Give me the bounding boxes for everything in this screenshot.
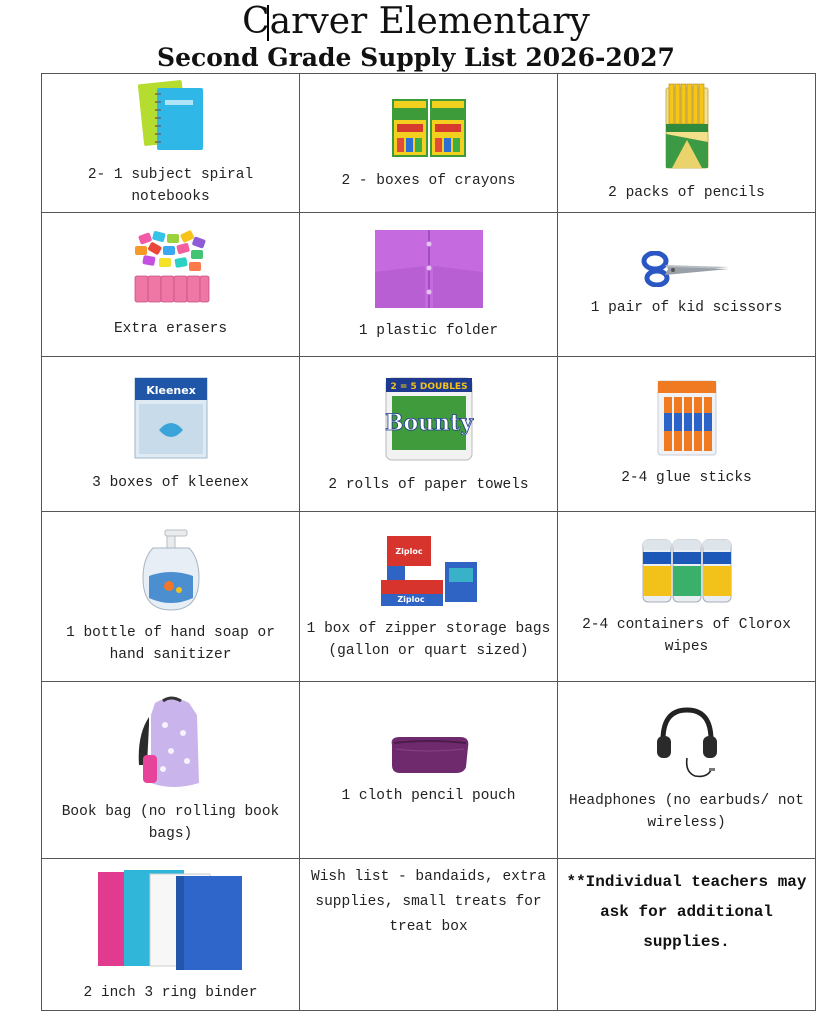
supply-label: Headphones (no earbuds/ not wireless) [569,793,804,831]
supply-table [41,73,816,1011]
supply-cell [300,357,558,512]
crayon-box-icon [389,94,469,160]
supply-label: Book bag (no rolling book bags) [61,804,280,842]
table-row [42,213,816,357]
supply-cell [42,682,300,859]
supply-label: Extra erasers [113,320,228,337]
supply-cell [42,213,300,357]
spiral-notebook-icon [131,78,211,154]
folder-icon [373,228,485,310]
headphones-icon [655,706,719,780]
supply-list-title: Second Grade Supply List 2026-2027 [157,43,675,72]
supply-label: 2 packs of pencils [608,185,765,201]
table-row [42,859,816,1011]
table-row [42,357,816,512]
supply-cell [558,213,816,357]
wish-list: Wish list - bandaids, extra supplies, small treats for treat box [311,869,546,935]
supply-label: 2 rolls of paper towels [328,477,529,493]
table-row [42,682,816,859]
supply-cell [300,213,558,357]
glue-stick-icon [656,379,718,457]
supply-cell [42,357,300,512]
svg-text:Ziploc: Ziploc [394,546,423,556]
supply-cell [558,357,816,512]
supply-label: 2-4 glue sticks [621,470,752,486]
supply-label: 3 boxes of kleenex [92,475,249,491]
svg-text:2 = 5 DOUBLES: 2 = 5 DOUBLES [389,382,468,392]
pencil-pouch-icon [386,733,472,775]
supply-cell [42,74,300,213]
binder-icon [96,866,246,972]
supply-cell [300,682,558,859]
supply-label: 1 bottle of hand soap or hand sanitizer [66,624,275,663]
supply-cell [300,74,558,213]
pencil-pack-icon [662,82,712,172]
supply-label: 1 pair of kid scissors [590,299,783,316]
zipper-bags-icon [379,532,479,608]
supply-label: 2 inch 3 ring binder [83,984,258,1001]
supply-label: 1 plastic folder [358,322,499,339]
supply-label: 2-4 containers of Clorox wipes [582,616,791,655]
supply-cell [558,74,816,213]
svg-text:Bounty: Bounty [384,410,473,436]
eraser-icon [129,230,213,308]
supply-cell [558,682,816,859]
supply-cell [300,512,558,682]
scissors-icon [641,251,733,287]
table-row [42,512,816,682]
table-row [42,74,816,213]
wish-list-cell [300,859,558,1011]
wipes-icon [641,536,733,604]
note-cell [558,859,816,1011]
supply-label: 1 cloth pencil pouch [341,788,516,804]
supply-label: 2 - boxes of crayons [341,173,516,189]
supply-label: 2- 1 subject spiral notebooks [87,167,254,205]
supply-cell [42,512,300,682]
supply-cell [42,859,300,1011]
school-name: Carver Elementary [242,1,590,42]
svg-text:Ziploc: Ziploc [396,594,425,604]
tissue-box-icon [131,374,211,462]
svg-text:Kleenex: Kleenex [145,384,196,397]
supply-label: 1 box of zipper storage bags (gallon or quart sized) [306,620,551,659]
teacher-note: **Individual teachers may ask for additional supplies. [566,873,807,951]
paper-towel-icon [382,372,476,464]
hand-soap-icon [139,528,203,612]
supply-cell [558,512,816,682]
backpack-icon [133,695,209,791]
